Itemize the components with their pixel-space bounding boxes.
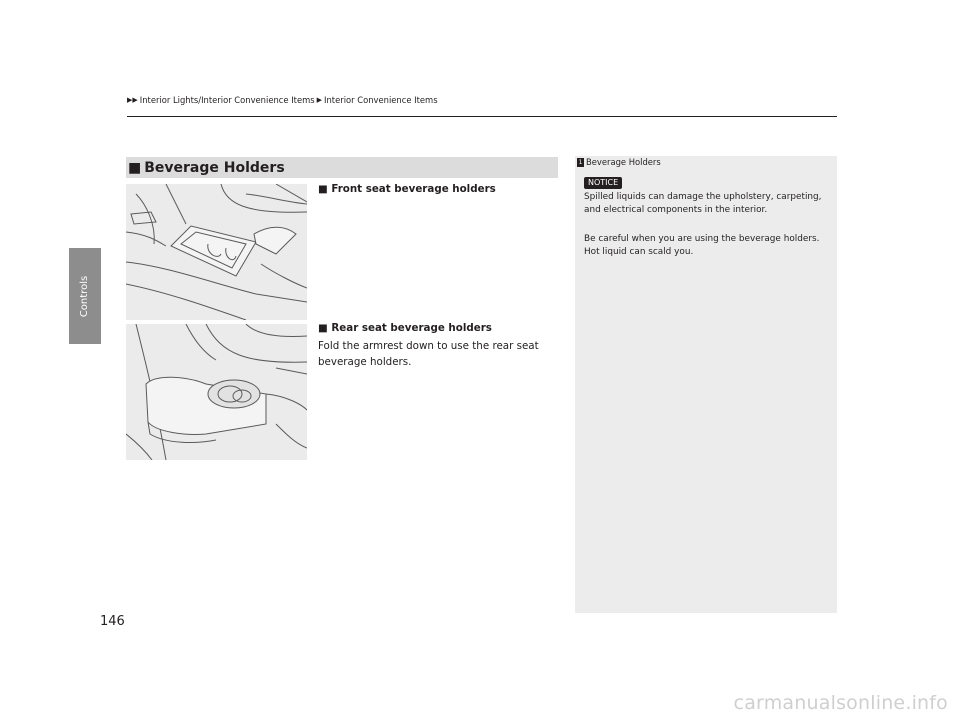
note-paragraph-2: Be careful when you are using the beverage holders. Hot liquid can scald you. <box>584 234 820 257</box>
rear-seat-instructions: Fold the armrest down to use the rear seat beverage holders. <box>318 340 539 368</box>
header-rule <box>127 116 837 117</box>
note-paragraph-1: Spilled liquids can damage the upholstery, carpeting, and electrical components in the interior. <box>584 192 822 215</box>
item-heading: Front seat beverage holders <box>331 183 496 195</box>
front-cup-holder-drawing <box>126 184 307 320</box>
section-title: Beverage Holders <box>144 159 285 176</box>
breadcrumb-part-2[interactable]: Interior Convenience Items <box>324 95 438 105</box>
side-tab <box>69 248 101 344</box>
note-title-text: Beverage Holders <box>586 157 661 167</box>
section-header <box>126 157 558 178</box>
rear-seat-heading <box>318 322 492 334</box>
item-marker: ■ <box>318 183 328 195</box>
note-title <box>577 157 661 167</box>
breadcrumb-arrow-icon: ▶ <box>316 96 323 104</box>
rear-cup-holder-drawing <box>126 324 307 460</box>
front-seat-illustration <box>126 184 307 320</box>
front-seat-heading <box>318 183 496 195</box>
breadcrumb <box>127 95 438 105</box>
side-tab-label: Controls <box>79 275 91 317</box>
section-marker: ■ <box>128 159 142 176</box>
item-marker: ■ <box>318 322 328 334</box>
note-panel <box>575 156 837 613</box>
breadcrumb-part-1[interactable]: Interior Lights/Interior Convenience Items <box>139 95 315 105</box>
note-ref-icon: 1 <box>578 158 583 166</box>
notice-badge: NOTICE <box>584 177 622 189</box>
page-number: 146 <box>100 614 125 629</box>
item-heading: Rear seat beverage holders <box>331 322 492 334</box>
breadcrumb-arrow-icon: ▶▶ <box>127 96 138 104</box>
rear-seat-illustration <box>126 324 307 460</box>
watermark: carmanualsonline.info <box>733 692 948 714</box>
